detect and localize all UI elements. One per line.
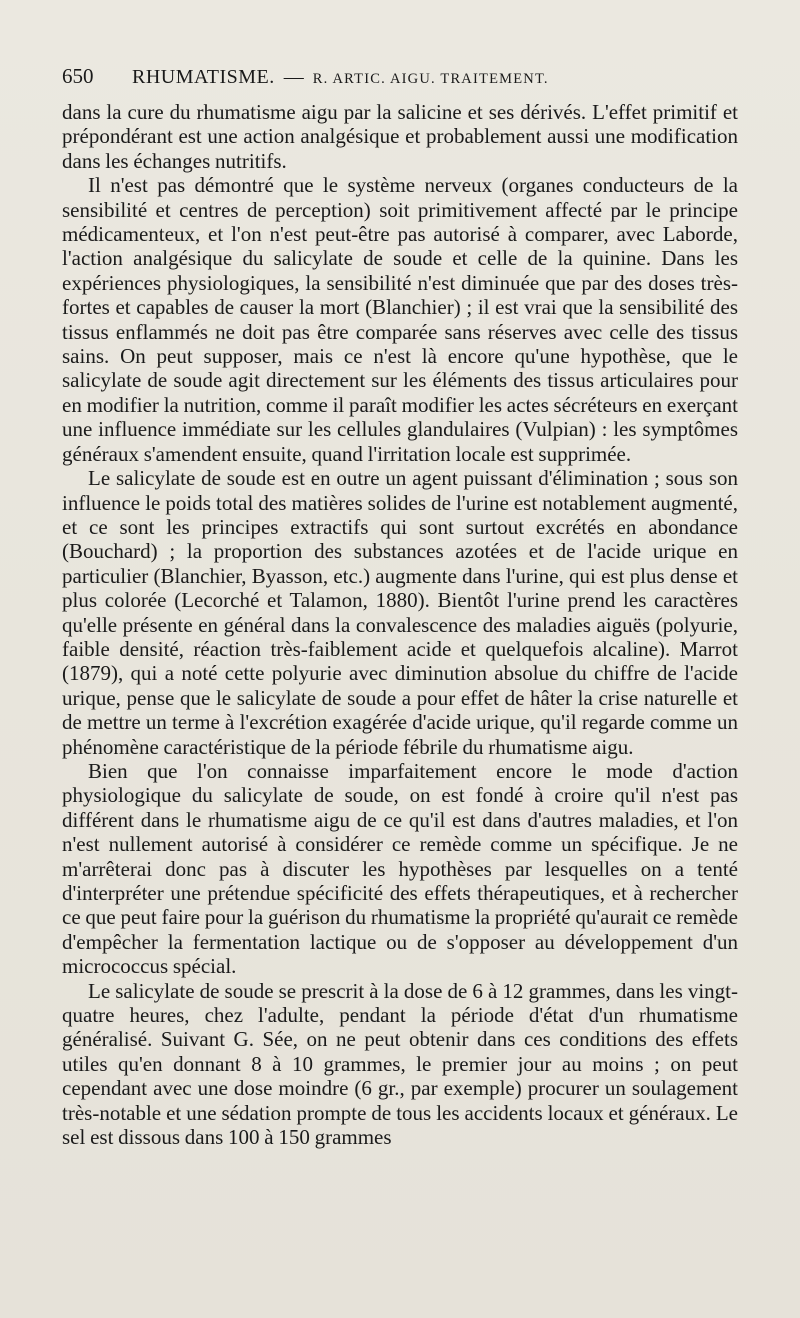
running-head-title: RHUMATISME. bbox=[132, 66, 275, 88]
running-head bbox=[62, 64, 738, 96]
body-text bbox=[62, 100, 738, 1149]
paragraph-mode-of-action: Bien que l'on connaisse imparfaitement encore le mode d'action physiologique du salicylate de soude, on est fondé à croire qu'il n'est pas différent dans le rhumatisme aigu de ce qu'il est dans d'autres maladies, et l'on n'est nullement autorisé à considérer ce remède comme un spécifique. Je ne m'arrêterai donc pas à discuter les hypothèses par lesquelles on a tenté d'interpréter une prétendue spécificité des effets thérapeutiques, et à rechercher ce que peut faire pour la guérison du rhumatisme la propriété qu'aurait ce remède d'empêcher la fermentation lactique ou de s'opposer au développement d'un micrococcus spécial. bbox=[62, 758, 738, 979]
paragraph-dosage: Le salicylate de soude se prescrit à la dose de 6 à 12 grammes, dans les vingt-quatre heures, chez l'adulte, pendant la période d'état d'un rhumatisme généralisé. Suivant G. Sée, on ne peut obtenir dans ces conditions des effets utiles qu'en donnant 8 à 10 grammes, le premier jour au moins ; on peut cependant avec une dose moindre (6 gr., par exemple) procurer un soulagement très-notable et une sédation prompte de tous les accidents locaux et généraux. Le sel est dissous dans 100 à 150 grammes bbox=[62, 978, 738, 1150]
running-head-subtitle: R. ARTIC. AIGU. TRAITEMENT. bbox=[312, 71, 549, 87]
running-head-dash: — bbox=[283, 66, 304, 88]
paragraph-continuation: dans la cure du rhumatisme aigu par la salicine et ses dérivés. L'effet primitif et prépondérant est une action analgésique et probablement aussi une modification dans les échanges nutritifs. bbox=[62, 100, 738, 173]
paragraph-elimination: Le salicylate de soude est en outre un agent puissant d'élimination ; sous son influence le poids total des matières solides de l'urine est notablement augmenté, et ce sont les principes extractifs qui sont surtout excrétés en abondance (Bouchard) ; la proportion des substances azotées et de l'acide urique en particulier (Blanchier, Byasson, etc.) augmente dans l'urine, qui est plus dense et plus colorée (Lecorché et Talamon, 1880). Bientôt l'urine prend les caractères qu'elle présente en général dans la convalescence des maladies aiguës (polyurie, faible densité, réaction très-faiblement acide et quelquefois alcaline). Marrot (1879), qui a noté cette polyurie avec diminution absolue du chiffre de l'acide urique, pense que le salicylate de soude a pour effet de hâter la crise naturelle et de mettre un terme à l'excrétion exagérée d'acide urique, qu'il regarde comme un phénomène caractéristique de la période fébrile du rhumatisme aigu. bbox=[62, 466, 738, 759]
page-number: 650 bbox=[62, 64, 94, 88]
paragraph-nervous-system: Il n'est pas démontré que le système nerveux (organes conducteurs de la sensibilité et centres de perception) soit primitivement affecté par le principe médicamenteux, et l'on n'est peut-être pas autorisé à comparer, avec Laborde, l'action analgésique du salicylate de soude et celle de la quinine. Dans les expériences physiologiques, la sensibilité n'est diminuée que par des doses très-fortes et capables de causer la mort (Blanchier) ; il est vrai que la sensibilité des tissus enflammés ne doit pas être comparée sans réserves avec celle des tissus sains. On peut supposer, mais ce n'est là encore qu'une hypothèse, que le salicylate de soude agit directement sur les éléments des tissus articulaires pour en modifier la nutrition, comme il paraît modifier les actes sécréteurs en exerçant une influence immédiate sur les cellules glandulaires (Vulpian) : les symptômes généraux s'amendent ensuite, quand l'irritation locale est supprimée. bbox=[62, 173, 738, 466]
